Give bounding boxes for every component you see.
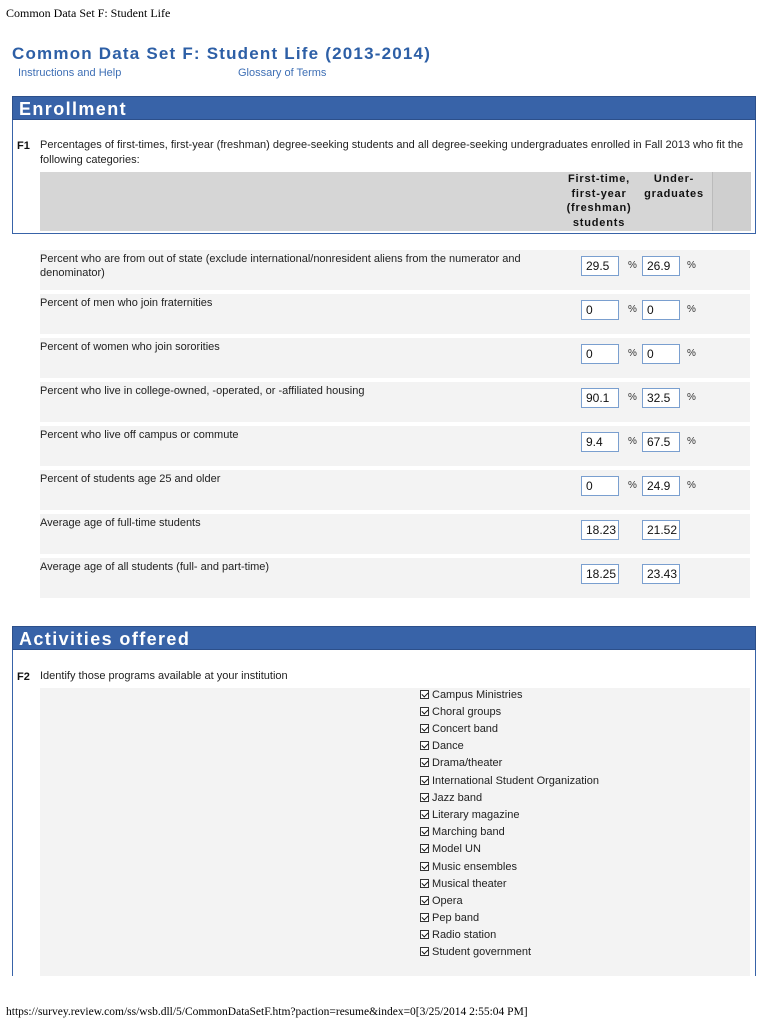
table-row (40, 514, 750, 554)
first-year-input[interactable]: 0 (581, 344, 619, 364)
activities-list (40, 688, 750, 976)
table-row (40, 338, 750, 378)
activity-label: Radio station (432, 929, 497, 941)
activity-item[interactable] (420, 843, 481, 860)
activity-label: International Student Organization (432, 775, 599, 787)
table-row (40, 382, 750, 422)
activity-label: Student government (432, 946, 532, 958)
percent-sign: % (687, 260, 696, 271)
activity-label: Jazz band (432, 792, 483, 804)
row-label: Percent of women who join sororities (40, 341, 220, 353)
print-footer-url: https://survey.review.com/ss/wsb.dll/5/CommonDataSetF.htm?paction=resume&index=0[3/25/2014 2:55:04 PM] (6, 1006, 528, 1018)
checkbox-checked-icon[interactable] (420, 862, 429, 871)
activity-item[interactable] (420, 723, 498, 740)
column-header-line: (freshman) (566, 202, 632, 214)
column-header-undergraduates (638, 172, 710, 201)
question-number-f2: F2 (17, 671, 30, 683)
checkbox-checked-icon[interactable] (420, 758, 429, 767)
enrollment-section-header: Enrollment (12, 96, 756, 120)
undergrad-input[interactable]: 32.5 (642, 388, 680, 408)
percent-sign: % (628, 260, 637, 271)
row-label: Percent of students age 25 and older (40, 473, 221, 485)
row-label: Percent who live in college-owned, -operated, or -affiliated housing (40, 385, 365, 397)
activity-item[interactable] (420, 861, 517, 878)
row-label: Percent of men who join fraternities (40, 297, 213, 309)
question-number-f1: F1 (17, 140, 30, 152)
activity-item[interactable] (420, 809, 519, 826)
table-row (40, 250, 750, 290)
column-header-first-year (564, 172, 634, 230)
activity-item[interactable] (420, 689, 522, 706)
activity-item[interactable] (420, 775, 599, 792)
glossary-link[interactable]: Glossary of Terms (238, 67, 327, 79)
first-year-input[interactable]: 0 (581, 300, 619, 320)
column-header-line: Under- (653, 173, 695, 185)
checkbox-checked-icon[interactable] (420, 776, 429, 785)
percent-sign: % (628, 348, 637, 359)
table-row (40, 294, 750, 334)
activity-item[interactable] (420, 706, 501, 723)
table-row (40, 558, 750, 598)
checkbox-checked-icon[interactable] (420, 913, 429, 922)
activity-label: Pep band (432, 912, 480, 924)
checkbox-checked-icon[interactable] (420, 879, 429, 888)
checkbox-checked-icon[interactable] (420, 896, 429, 905)
row-label: Average age of full-time students (40, 517, 201, 529)
row-label: Average age of all students (full- and part-time) (40, 561, 270, 573)
question-text-f2: Identify those programs available at your institution (40, 670, 288, 682)
table-row (40, 470, 750, 510)
percent-sign: % (687, 480, 696, 491)
column-header-line: first-year (571, 187, 627, 200)
percent-sign: % (687, 436, 696, 447)
activity-label: Concert band (432, 723, 499, 735)
first-year-input[interactable]: 90.1 (581, 388, 619, 408)
first-year-input[interactable]: 0 (581, 476, 619, 496)
column-header-line: graduates (644, 187, 704, 200)
header-spacer (712, 172, 751, 231)
activity-item[interactable] (420, 895, 463, 912)
first-year-input[interactable]: 29.5 (581, 256, 619, 276)
activity-item[interactable] (420, 912, 479, 929)
percent-sign: % (687, 392, 696, 403)
page-title: Common Data Set F: Student Life (2013-2014) (12, 44, 432, 63)
table-row (40, 426, 750, 466)
checkbox-checked-icon[interactable] (420, 793, 429, 802)
undergrad-input[interactable]: 67.5 (642, 432, 680, 452)
column-header-line: First-time, (568, 173, 630, 185)
activity-label: Musical theater (432, 878, 507, 890)
percent-sign: % (628, 392, 637, 403)
checkbox-checked-icon[interactable] (420, 707, 429, 716)
activity-item[interactable] (420, 740, 464, 757)
checkbox-checked-icon[interactable] (420, 690, 429, 699)
activity-item[interactable] (420, 792, 482, 809)
undergrad-input[interactable]: 23.43 (642, 564, 680, 584)
activity-label: Drama/theater (432, 757, 503, 769)
percent-sign: % (628, 304, 637, 315)
checkbox-checked-icon[interactable] (420, 827, 429, 836)
undergrad-input[interactable]: 26.9 (642, 256, 680, 276)
activity-label: Model UN (432, 843, 481, 855)
undergrad-input[interactable]: 0 (642, 300, 680, 320)
activity-item[interactable] (420, 946, 531, 963)
undergrad-input[interactable]: 21.52 (642, 520, 680, 540)
undergrad-input[interactable]: 0 (642, 344, 680, 364)
activity-item[interactable] (420, 929, 496, 946)
activity-label: Dance (432, 740, 464, 752)
row-label: Percent who are from out of state (exclude international/nonresident aliens from the numerator and denominator) (40, 253, 521, 279)
print-header: Common Data Set F: Student Life (6, 6, 171, 20)
percent-sign: % (687, 304, 696, 315)
first-year-input[interactable]: 18.23 (581, 520, 619, 540)
activity-label: Marching band (432, 826, 505, 838)
checkbox-checked-icon[interactable] (420, 724, 429, 733)
column-header-line: students (572, 216, 626, 229)
activity-item[interactable] (420, 878, 507, 895)
activity-label: Music ensembles (432, 861, 517, 873)
first-year-input[interactable]: 9.4 (581, 432, 619, 452)
checkbox-checked-icon[interactable] (420, 930, 429, 939)
percent-sign: % (687, 348, 696, 359)
activity-item[interactable] (420, 826, 505, 843)
activity-label: Opera (432, 895, 463, 907)
activities-section-header: Activities offered (12, 626, 756, 650)
checkbox-checked-icon[interactable] (420, 947, 429, 956)
checkbox-checked-icon[interactable] (420, 810, 429, 819)
activity-label: Literary magazine (432, 809, 520, 821)
percent-sign: % (628, 480, 637, 491)
undergrad-input[interactable]: 24.9 (642, 476, 680, 496)
first-year-input[interactable]: 18.25 (581, 564, 619, 584)
column-header-row (40, 172, 750, 231)
checkbox-checked-icon[interactable] (420, 844, 429, 853)
instructions-link[interactable]: Instructions and Help (18, 67, 122, 79)
activity-item[interactable] (420, 757, 502, 774)
row-label: Percent who live off campus or commute (40, 429, 239, 441)
percent-sign: % (628, 436, 637, 447)
activity-label: Choral groups (432, 706, 502, 718)
question-text-f1: Percentages of first-times, first-year (freshman) degree-seeking students and all degree-seeking undergraduates enrolled in Fall 2013 who fit the following categories: (40, 139, 744, 166)
checkbox-checked-icon[interactable] (420, 741, 429, 750)
activity-label: Campus Ministries (432, 689, 523, 701)
